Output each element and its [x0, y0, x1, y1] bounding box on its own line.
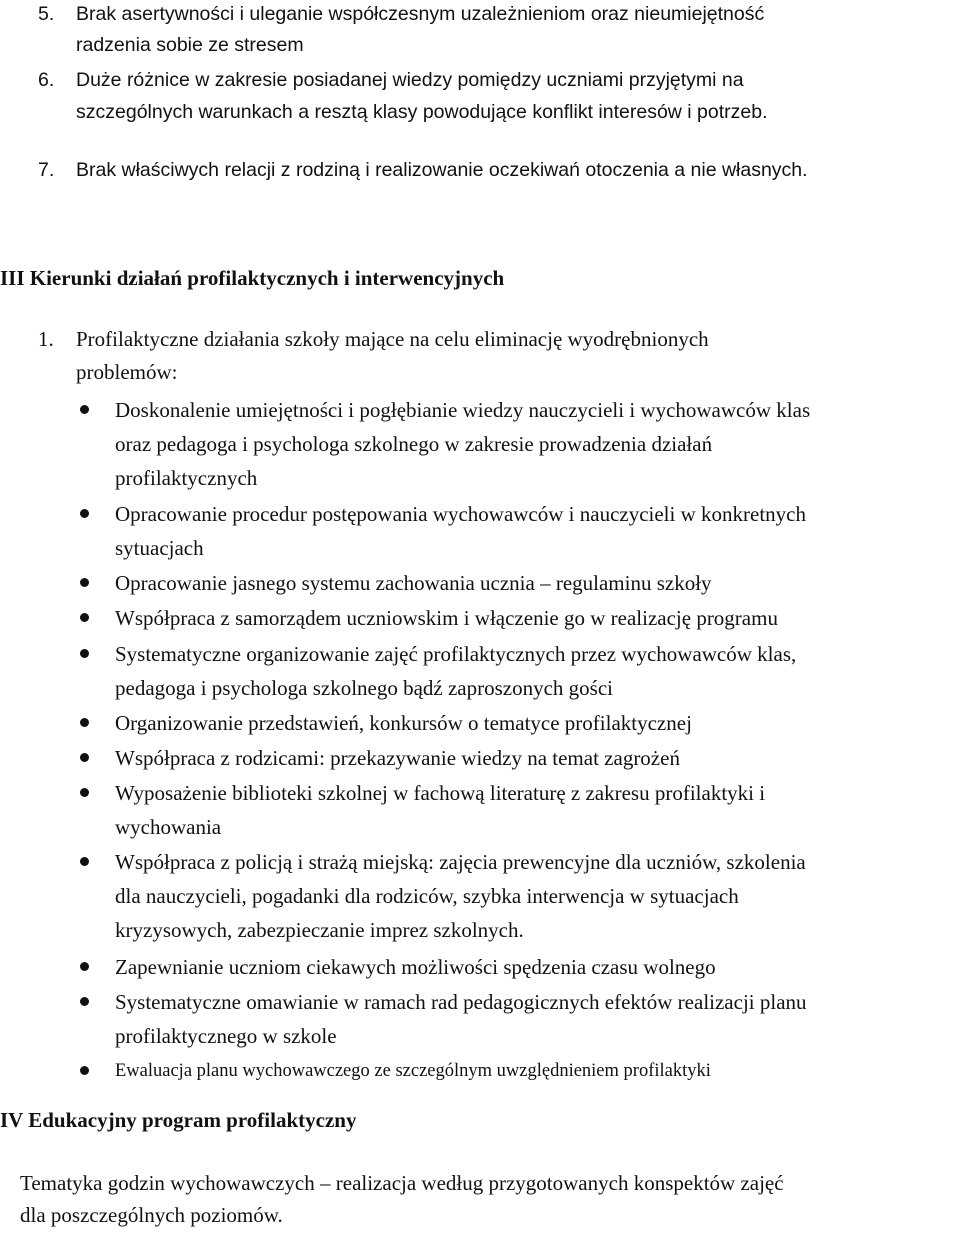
section-heading-3: III Kierunki działań profilaktycznych i interwencyjnych	[0, 266, 505, 290]
bullet-icon	[80, 753, 89, 762]
bullet-icon	[80, 509, 89, 518]
paragraph-line: dla poszczególnych poziomów.	[20, 1203, 283, 1227]
list-item-text: Duże różnice w zakresie posiadanej wiedzy pomiędzy uczniami przyjętymi na	[76, 69, 744, 91]
bullet-text: pedagoga i psychologa szkolnego bądź zaproszonych gości	[115, 676, 614, 700]
bullet-text: Systematyczne omawianie w ramach rad pedagogicznych efektów realizacji planu	[115, 990, 807, 1014]
bullet-icon	[80, 405, 89, 414]
bullet-text: wychowania	[115, 815, 222, 839]
bullet-icon	[80, 649, 89, 658]
bullet-icon	[80, 962, 89, 971]
item-text: Profilaktyczne działania szkoły mające na celu eliminację wyodrębnionych	[76, 327, 709, 351]
bullet-icon	[80, 857, 89, 866]
bullet-text: profilaktycznych	[115, 466, 258, 490]
bullet-text: Opracowanie jasnego systemu zachowania ucznia – regulaminu szkoły	[115, 571, 712, 595]
bullet-text: oraz pedagoga i psychologa szkolnego w zakresie prowadzenia działań	[115, 432, 713, 456]
item-text: problemów:	[76, 360, 178, 384]
bullet-text: dla nauczycieli, pogadanki dla rodziców, szybka interwencja w sytuacjach	[115, 884, 739, 908]
bullet-icon	[80, 718, 89, 727]
bullet-text: sytuacjach	[115, 536, 204, 560]
bullet-text: Organizowanie przedstawień, konkursów o tematyce profilaktycznej	[115, 711, 692, 735]
bullet-text: kryzysowych, zabezpieczanie imprez szkolnych.	[115, 918, 524, 942]
bullet-text: Zapewnianie uczniom ciekawych możliwości spędzenia czasu wolnego	[115, 955, 716, 979]
bullet-text: Opracowanie procedur postępowania wychowawców i nauczycieli w konkretnych	[115, 502, 806, 526]
list-item-text: Brak właściwych relacji z rodziną i realizowanie oczekiwań otoczenia a nie własnych.	[76, 159, 808, 181]
section-heading-4: IV Edukacyjny program profilaktyczny	[0, 1108, 357, 1132]
bullet-icon	[80, 613, 89, 622]
list-number: 6.	[38, 69, 55, 91]
list-number: 5.	[38, 3, 55, 25]
bullet-text: Systematyczne organizowanie zajęć profilaktycznych przez wychowawców klas,	[115, 642, 797, 666]
bullet-text: Współpraca z policją i strażą miejską: zajęcia prewencyjne dla uczniów, szkolenia	[115, 850, 806, 874]
bullet-icon	[80, 1066, 89, 1075]
list-number: 1.	[38, 327, 54, 351]
list-item-text: szczególnych warunkach a resztą klasy powodujące konflikt interesów i potrzeb.	[76, 101, 768, 123]
bullet-text: Wyposażenie biblioteki szkolnej w fachową literaturę z zakresu profilaktyki i	[115, 781, 766, 805]
bullet-text: Ewaluacja planu wychowawczego ze szczególnym uwzględnieniem profilaktyki	[115, 1061, 711, 1081]
bullet-text: Współpraca z rodzicami: przekazywanie wiedzy na temat zagrożeń	[115, 746, 680, 770]
bullet-icon	[80, 578, 89, 587]
bullet-text: profilaktycznego w szkole	[115, 1024, 337, 1048]
bullet-text: Współpraca z samorządem uczniowskim i włączenie go w realizację programu	[115, 606, 778, 630]
bullet-text: Doskonalenie umiejętności i pogłębianie wiedzy nauczycieli i wychowawców klas	[115, 398, 811, 422]
list-item-text: Brak asertywności i uleganie współczesnym uzależnieniom oraz nieumiejętność	[76, 3, 765, 25]
bullet-icon	[80, 788, 89, 797]
list-number: 7.	[38, 159, 55, 181]
bullet-icon	[80, 997, 89, 1006]
paragraph-line: Tematyka godzin wychowawczych – realizacja według przygotowanych konspektów zajęć	[20, 1171, 784, 1195]
list-item-text: radzenia sobie ze stresem	[76, 34, 304, 56]
